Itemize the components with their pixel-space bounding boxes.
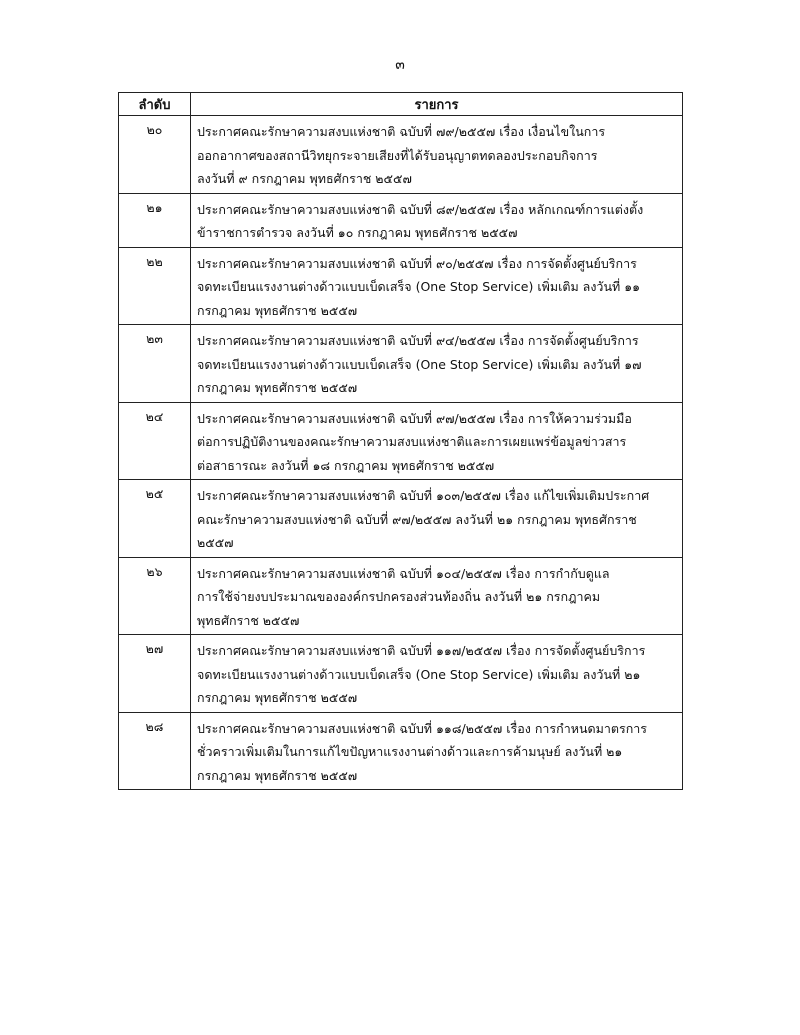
description-line: กรกฎาคม พุทธศักราช ๒๕๕๗ <box>197 767 358 783</box>
row-description <box>191 480 683 558</box>
table-row <box>119 325 683 403</box>
row-description <box>191 193 683 247</box>
description-line: ชั่วคราวเพิ่มเติมในการแก้ไขปัญหาแรงงานต่างด้าวและการค้ามนุษย์ ลงวันที่ ๒๑ <box>197 744 623 759</box>
description-line: ประกาศคณะรักษาความสงบแห่งชาติ ฉบับที่ ๑๐๔/๒๕๕๗ เรื่อง การกำกับดูแล <box>197 565 610 581</box>
row-description <box>191 557 683 635</box>
description-line: ข้าราชการตำรวจ ลงวันที่ ๑๐ กรกฎาคม พุทธศักราช ๒๕๕๗ <box>197 225 518 240</box>
description-line: การใช้จ่ายงบประมาณขององค์กรปกครองส่วนท้องถิ่น ลงวันที่ ๒๑ กรกฎาคม <box>197 589 601 604</box>
description-line: ประกาศคณะรักษาความสงบแห่งชาติ ฉบับที่ ๑๐๓/๒๕๕๗ เรื่อง แก้ไขเพิ่มเติมประกาศ <box>197 488 650 503</box>
page-number: ๓ <box>395 57 405 73</box>
table-row <box>119 402 683 480</box>
description-line: ต่อสาธารณะ ลงวันที่ ๑๘ กรกฎาคม พุทธศักราช ๒๕๕๗ <box>197 457 495 473</box>
table-row <box>119 247 683 325</box>
row-number: ๒๖ <box>119 557 191 635</box>
description-line: ออกอากาศของสถานีวิทยุกระจายเสียงที่ได้รับอนุญาตทดลองประกอบกิจการ <box>197 147 598 163</box>
description-line: ประกาศคณะรักษาความสงบแห่งชาติ ฉบับที่ ๗๙/๒๕๕๗ เรื่อง เงื่อนไขในการ <box>197 124 606 139</box>
description-line: จดทะเบียนแรงงานต่างด้าวแบบเบ็ดเสร็จ (One Stop Service) เพิ่มเติม ลงวันที่ ๑๑ <box>197 279 641 294</box>
description-line: ต่อการปฏิบัติงานของคณะรักษาความสงบแห่งชาติและการเผยแพร่ข้อมูลข่าวสาร <box>197 434 627 449</box>
description-line: ประกาศคณะรักษาความสงบแห่งชาติ ฉบับที่ ๙๐/๒๕๕๗ เรื่อง การจัดตั้งศูนย์บริการ <box>197 255 637 271</box>
table-row <box>119 116 683 194</box>
row-number: ๒๑ <box>119 193 191 247</box>
row-number: ๒๕ <box>119 480 191 558</box>
row-number: ๒๔ <box>119 402 191 480</box>
row-number: ๒๗ <box>119 635 191 713</box>
row-number: ๒๐ <box>119 116 191 194</box>
row-number: ๒๒ <box>119 247 191 325</box>
description-line: ประกาศคณะรักษาความสงบแห่งชาติ ฉบับที่ ๙๗/๒๕๕๗ เรื่อง การให้ความร่วมมือ <box>197 410 632 426</box>
row-description <box>191 247 683 325</box>
row-description <box>191 402 683 480</box>
announcement-table <box>118 92 683 790</box>
description-line: ประกาศคณะรักษาความสงบแห่งชาติ ฉบับที่ ๑๑๘/๒๕๕๗ เรื่อง การกำหนดมาตรการ <box>197 720 648 736</box>
description-line: ประกาศคณะรักษาความสงบแห่งชาติ ฉบับที่ ๑๑๗/๒๕๕๗ เรื่อง การจัดตั้งศูนย์บริการ <box>197 643 646 658</box>
description-line: ประกาศคณะรักษาความสงบแห่งชาติ ฉบับที่ ๙๔/๒๕๕๗ เรื่อง การจัดตั้งศูนย์บริการ <box>197 333 639 348</box>
row-description <box>191 635 683 713</box>
row-number: ๒๘ <box>119 712 191 790</box>
table-header-row <box>119 93 683 116</box>
description-line: กรกฎาคม พุทธศักราช ๒๕๕๗ <box>197 690 358 705</box>
row-description <box>191 325 683 403</box>
description-line: ๒๕๕๗ <box>197 535 234 550</box>
table-row <box>119 480 683 558</box>
table-row <box>119 635 683 713</box>
description-line: คณะรักษาความสงบแห่งชาติ ฉบับที่ ๙๗/๒๕๕๗ ลงวันที่ ๒๑ กรกฎาคม พุทธศักราช <box>197 511 637 527</box>
description-line: จดทะเบียนแรงงานต่างด้าวแบบเบ็ดเสร็จ (One Stop Service) เพิ่มเติม ลงวันที่ ๒๑ <box>197 666 641 682</box>
description-line: ประกาศคณะรักษาความสงบแห่งชาติ ฉบับที่ ๘๙/๒๕๕๗ เรื่อง หลักเกณฑ์การแต่งตั้ง <box>197 201 644 217</box>
description-line: ลงวันที่ ๙ กรกฎาคม พุทธศักราช ๒๕๕๗ <box>197 171 412 186</box>
description-line: จดทะเบียนแรงงานต่างด้าวแบบเบ็ดเสร็จ (One Stop Service) เพิ่มเติม ลงวันที่ ๑๗ <box>197 356 642 372</box>
header-items: รายการ <box>191 93 683 116</box>
description-line: กรกฎาคม พุทธศักราช ๒๕๕๗ <box>197 380 358 395</box>
description-line: พุทธศักราช ๒๕๕๗ <box>197 612 300 628</box>
table-row <box>119 557 683 635</box>
table-row <box>119 712 683 790</box>
row-description <box>191 712 683 790</box>
description-line: กรกฎาคม พุทธศักราช ๒๕๕๗ <box>197 302 358 318</box>
table-body <box>119 116 683 790</box>
row-description <box>191 116 683 194</box>
table-row <box>119 193 683 247</box>
row-number: ๒๓ <box>119 325 191 403</box>
header-order: ลำดับ <box>119 93 191 116</box>
